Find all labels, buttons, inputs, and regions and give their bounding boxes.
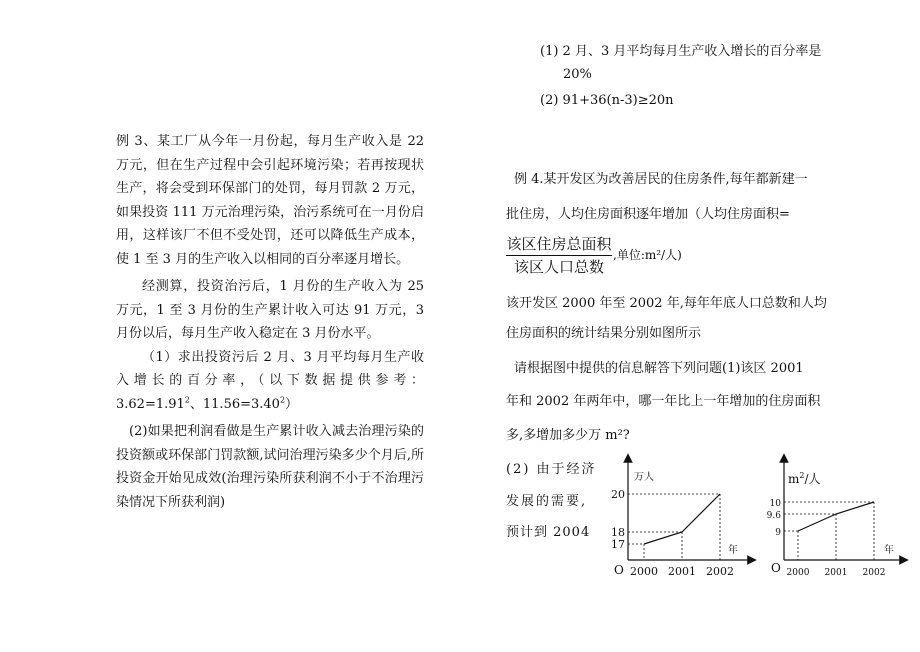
ask-line-1: 请根据图中提供的信息解答下列问题(1)该区 2001 [514, 361, 804, 376]
question-1-sup-1: 2 [184, 395, 190, 405]
x-axis-label: 年 [728, 545, 738, 556]
density-fraction [506, 234, 612, 278]
ask-line-3: 多,多增加多少万 m²? [506, 428, 630, 443]
fraction-denominator: 该区人口总数 [513, 258, 604, 276]
y-axis-label: 万人 [634, 472, 654, 483]
q2-line-2: 发展的需要, [506, 494, 588, 509]
y-tick-label: 18 [611, 526, 625, 539]
answer-1-line-1: (1) 2 月、3 月平均每月生产收入增长的百分率是 [540, 44, 822, 59]
x-tick-label: 2001 [668, 565, 696, 578]
y-tick-label: 9.6 [766, 511, 781, 521]
example-4-line-1: 例 4.某开发区为改善居民的住房条件,每年都新建一 [514, 172, 808, 187]
x-tick-label: 2002 [862, 568, 886, 578]
answer-1-line-2: 20% [563, 67, 592, 82]
example-4-line-2: 批住房，人均住房面积逐年增加（人均住房面积= [506, 207, 790, 222]
question-1-main: （1）求出投资污后 2 月、3 月平均每月生产收入增长的百分率，（以下数据提供参考：3.62=1.91 [116, 349, 424, 412]
y-tick-label: 10 [769, 499, 781, 509]
left-column [116, 130, 424, 514]
x-tick-label: 2000 [786, 568, 810, 578]
answer-2: (2) 91+36(n-3)≥20n [540, 93, 674, 108]
population-chart [600, 450, 760, 580]
question-1-mid: 、11.56=3.40 [189, 396, 280, 412]
example-4-line-3: 该开发区 2000 年至 2002 年,每年年底人口总数和人均 [506, 296, 827, 311]
ask-line-2: 年和 2002 年两年中，哪一年比上一年增加的住房面积 [506, 394, 821, 409]
example-4-line-4: 住房面积的统计结果分别如图所示 [506, 326, 702, 341]
y-axis-label: $m^2/$人 [788, 471, 821, 486]
q2-line-1: (2) 由于经济 [506, 462, 597, 477]
q2-line-3: 预计到 2004 [506, 525, 591, 540]
y-tick-label: 20 [611, 488, 625, 501]
measurement-text: 经测算，投资治污后，1 月份的生产收入为 25 万元，1 至 3 月份的生产累计收入可达 91 万元，3 月份以后，每月生产收入稳定在 3 月份水平。 [116, 279, 424, 341]
fraction-numerator: 该区住房总面积 [506, 234, 612, 256]
living-area-chart [760, 450, 910, 580]
x-tick-label: 2001 [824, 568, 848, 578]
origin-label: O [771, 561, 781, 575]
question-2: (2)如果把利润看做是生产累计收入减去治理污染的投资额或环保部门罚款额,试问治理污染多少个月后,所投资金开始见成效(治理污染所获利润不小于不治理污染情况下所获利润) [116, 424, 424, 510]
y-tick-label: 9 [775, 528, 781, 538]
origin-label: O [614, 563, 624, 577]
unit-text: ,单位:m²/人) [613, 248, 682, 262]
example-3-text: 例 3、某工厂从今年一月份起，每月生产收入是 22 万元，但在生产过程中会引起环境污染；若再按现状生产，将会受到环保部门的处罚，每月罚款 2 万元，如果投资 111 万元治理污染，治污系统可在一月份启用，这样该厂不但不受处罚，还可以降低生产成本，使 1 至 3 月的生产收入以相同的百分率逐月增长。 [116, 134, 424, 267]
question-1 [116, 346, 424, 417]
question-1-end: ） [285, 396, 299, 412]
y-tick-label: 17 [611, 538, 625, 551]
question-1-sup-2: 2 [279, 395, 286, 405]
x-tick-label: 2000 [630, 565, 658, 578]
x-axis-label: 年 [884, 545, 894, 556]
x-tick-label: 2002 [706, 565, 734, 578]
